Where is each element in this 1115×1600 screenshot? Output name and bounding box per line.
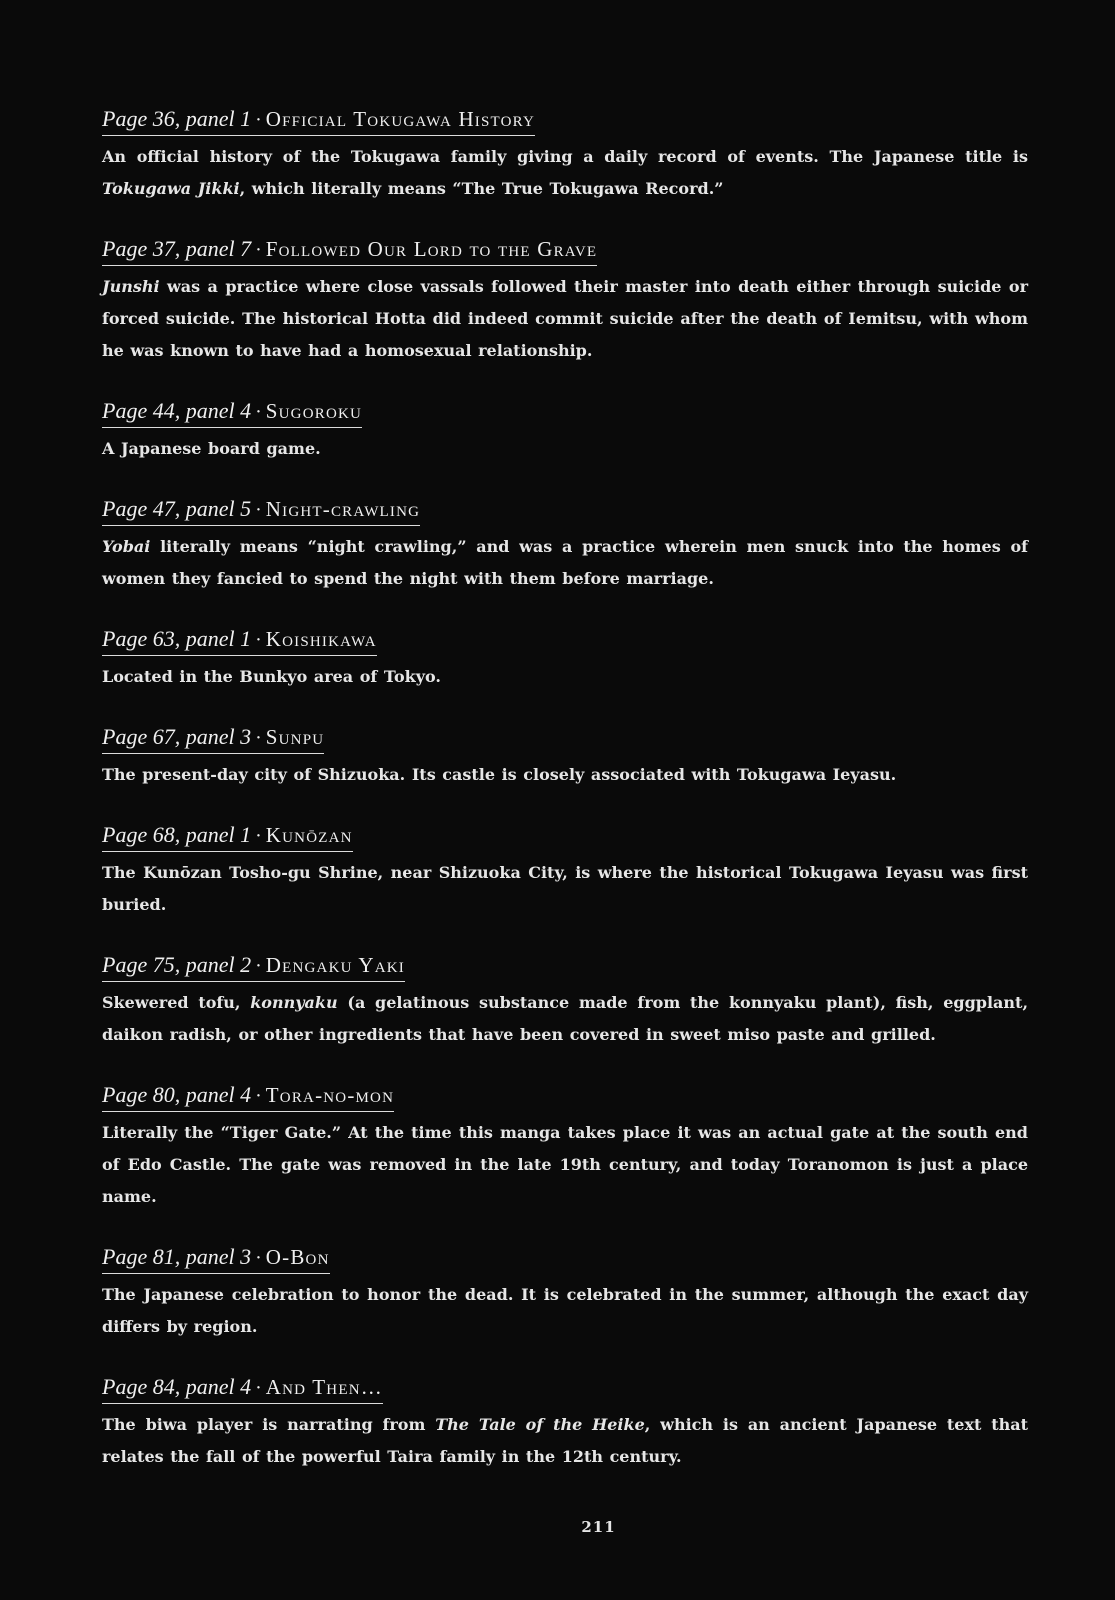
- note-entry: [102, 106, 1028, 205]
- note-separator: ·: [255, 629, 262, 651]
- note-separator: ·: [255, 825, 262, 847]
- note-separator: ·: [255, 109, 262, 131]
- note-entry: [102, 822, 1028, 921]
- note-definition: [102, 1279, 1028, 1343]
- note-entry: [102, 1244, 1028, 1343]
- note-term: Koishikawa: [265, 627, 377, 651]
- note-term: Dengaku Yaki: [265, 953, 405, 977]
- note-heading: [102, 626, 377, 656]
- note-term: O-Bon: [265, 1245, 330, 1269]
- text-segment: The Kunōzan Tosho-gu Shrine, near Shizuoka City, is where the historical Tokugawa Ieyasu was first buried.: [102, 863, 1028, 914]
- note-term: Official Tokugawa History: [265, 107, 536, 131]
- note-separator: ·: [255, 727, 262, 749]
- note-heading: [102, 724, 324, 754]
- translation-notes: [102, 106, 1028, 1473]
- note-heading: [102, 1082, 394, 1112]
- note-page-reference: Page 80, panel 4: [102, 1082, 252, 1107]
- italic-term: Yobai: [102, 537, 151, 556]
- text-segment: was a practice where close vassals followed their master into death either through suicide or forced suicide. The historical Hotta did indeed commit suicide after the death of Iemitsu, with whom he was known to have had a homosexual relationship.: [102, 277, 1028, 360]
- italic-term: konnyaku: [250, 993, 338, 1012]
- note-definition: [102, 857, 1028, 921]
- notes-list: [102, 106, 1028, 1473]
- note-term: Sunpu: [265, 725, 325, 749]
- text-segment: literally means “night crawling,” and was a practice wherein men snuck into the homes of women they fancied to spend the night with them before marriage.: [102, 537, 1028, 588]
- note-separator: ·: [255, 1377, 262, 1399]
- note-entry: [102, 952, 1028, 1051]
- note-heading: [102, 822, 353, 852]
- note-term: And Then…: [265, 1375, 383, 1399]
- note-definition: [102, 531, 1028, 595]
- note-page-reference: Page 37, panel 7: [102, 236, 252, 261]
- note-heading: [102, 496, 420, 526]
- italic-term: Tokugawa Jikki: [102, 179, 240, 198]
- text-segment: An official history of the Tokugawa family giving a daily record of events. The Japanese title is: [102, 147, 1028, 166]
- note-heading: [102, 1244, 330, 1274]
- text-segment: A Japanese board game.: [102, 439, 321, 458]
- note-definition: [102, 433, 1028, 465]
- note-term: Kunōzan: [265, 823, 353, 847]
- note-definition: [102, 1117, 1028, 1213]
- text-segment: , which literally means “The True Tokugawa Record.”: [239, 179, 724, 198]
- note-entry: [102, 496, 1028, 595]
- text-segment: Literally the “Tiger Gate.” At the time this manga takes place it was an actual gate at the south end of Edo Castle. The gate was removed in the late 19th century, and today Toranomon is just a place name.: [102, 1123, 1028, 1206]
- text-segment: Located in the Bunkyo area of Tokyo.: [102, 667, 441, 686]
- note-definition: [102, 141, 1028, 205]
- note-entry: [102, 398, 1028, 465]
- note-separator: ·: [255, 1247, 262, 1269]
- italic-term: The Tale of the Heike: [435, 1415, 645, 1434]
- note-definition: [102, 1409, 1028, 1473]
- note-entry: [102, 626, 1028, 693]
- note-page-reference: Page 75, panel 2: [102, 952, 252, 977]
- text-segment: Skewered tofu,: [102, 993, 251, 1012]
- note-heading: [102, 398, 362, 428]
- note-page-reference: Page 44, panel 4: [102, 398, 252, 423]
- note-page-reference: Page 81, panel 3: [102, 1244, 252, 1269]
- note-heading: [102, 106, 535, 136]
- note-page-reference: Page 47, panel 5: [102, 496, 252, 521]
- note-page-reference: Page 84, panel 4: [102, 1374, 252, 1399]
- text-segment: (a gelatinous substance made from the konnyaku plant), fish, eggplant, daikon radish, or other ingredients that have been covered in sweet miso paste and grilled.: [102, 993, 1029, 1044]
- note-page-reference: Page 63, panel 1: [102, 626, 252, 651]
- note-term: Sugoroku: [265, 399, 363, 423]
- text-segment: The present-day city of Shizuoka. Its castle is closely associated with Tokugawa Ieyasu.: [102, 765, 897, 784]
- note-entry: [102, 1374, 1028, 1473]
- note-separator: ·: [255, 1085, 262, 1107]
- note-definition: [102, 759, 1028, 791]
- note-separator: ·: [255, 499, 262, 521]
- note-entry: [102, 236, 1028, 367]
- note-entry: [102, 724, 1028, 791]
- note-separator: ·: [255, 239, 262, 261]
- text-segment: , which is an ancient Japanese text that relates the fall of the powerful Taira family in the 12th century.: [102, 1415, 1028, 1466]
- note-page-reference: Page 36, panel 1: [102, 106, 252, 131]
- note-definition: [102, 661, 1028, 693]
- italic-term: Junshi: [102, 277, 160, 296]
- note-definition: [102, 987, 1028, 1051]
- note-heading: [102, 236, 597, 266]
- note-definition: [102, 271, 1028, 367]
- note-term: Night-crawling: [265, 497, 421, 521]
- text-segment: The biwa player is narrating from: [102, 1415, 436, 1434]
- note-page-reference: Page 68, panel 1: [102, 822, 252, 847]
- text-segment: The Japanese celebration to honor the dead. It is celebrated in the summer, although the exact day differs by region.: [102, 1285, 1028, 1336]
- note-heading: [102, 952, 405, 982]
- note-separator: ·: [255, 955, 262, 977]
- note-entry: [102, 1082, 1028, 1213]
- page-number: 211: [581, 1518, 616, 1536]
- note-page-reference: Page 67, panel 3: [102, 724, 252, 749]
- note-separator: ·: [255, 401, 262, 423]
- note-term: Followed Our Lord to the Grave: [265, 237, 598, 261]
- note-term: Tora-no-mon: [265, 1083, 395, 1107]
- note-heading: [102, 1374, 383, 1404]
